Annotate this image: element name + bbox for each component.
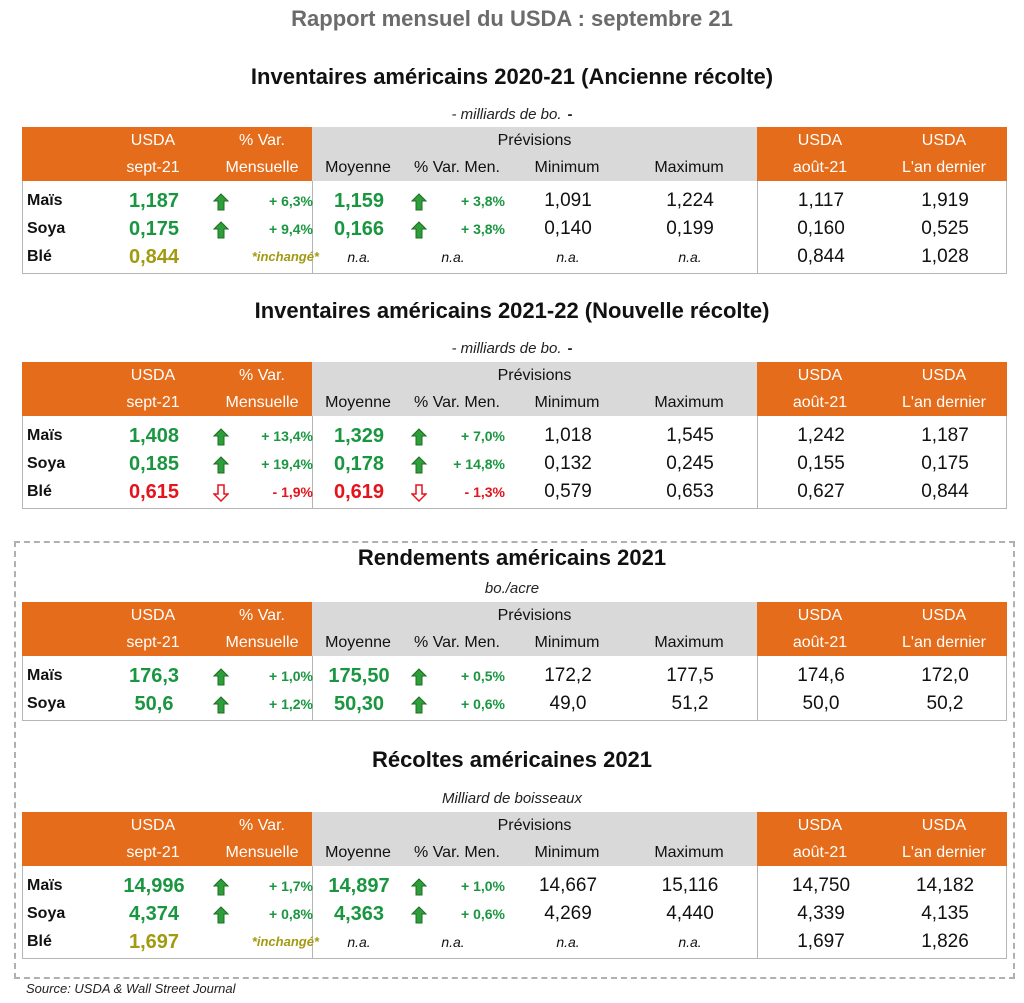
arrow-up-icon [213,221,229,239]
minimum-value: 49,0 [549,693,587,714]
usda-august-value: 1,117 [797,190,845,211]
header-usda-aout: USDA [797,132,843,149]
last-year-value: 1,187 [921,425,969,446]
header-maximum: Maximum [654,159,724,176]
header-an-dernier: L'an dernier [902,394,986,411]
table-body [22,656,1007,721]
minimum-value: n.a. [556,249,580,265]
arrow-up-icon [411,906,427,924]
header-usda-an: USDA [921,132,967,149]
section-title: Rendements américains 2021 [357,545,667,570]
unchanged-note: *inchangé* [251,934,319,949]
arrow-up-icon [411,193,427,211]
table-row [23,662,1006,690]
last-year-value: 1,028 [921,246,969,267]
usda-august-value: 1,242 [797,425,845,446]
monthly-change: - 1,9% [272,484,313,500]
arrow-down-icon [411,484,427,502]
table-header [22,127,1007,181]
table-header [22,602,1007,656]
minimum-value: 1,018 [544,425,592,446]
row-label: Blé [27,248,52,265]
average-change: + 3,8% [461,221,505,237]
header-maximum: Maximum [654,634,724,651]
arrow-up-icon [411,878,427,896]
maximum-value: 0,653 [666,481,714,502]
usda-august-value: 50,0 [802,693,840,714]
table-row [23,422,1006,450]
data-table [22,812,1007,959]
usda-value: 1,187 [128,190,180,212]
header-minimum: Minimum [534,159,600,176]
header-an-dernier: L'an dernier [902,634,986,651]
table-body [22,416,1007,509]
maximum-value: 0,245 [666,453,714,474]
minimum-value: 14,667 [538,875,598,896]
arrow-up-icon [411,456,427,474]
minimum-value: 1,091 [544,190,592,211]
header-maximum: Maximum [654,844,724,861]
average-change: + 0,5% [461,668,505,684]
usda-value: 4,374 [128,903,180,925]
usda-value: 176,3 [128,665,180,687]
section-title: Inventaires américains 2020-21 (Ancienne récolte) [250,64,774,89]
monthly-change: + 19,4% [261,456,313,472]
average-change: - 1,3% [464,484,505,500]
arrow-up-icon [213,193,229,211]
row-label: Blé [27,933,52,950]
arrow-up-icon [411,668,427,686]
data-table [22,127,1007,274]
header-usda-aout: USDA [797,607,843,624]
maximum-value: n.a. [678,249,702,265]
arrow-up-icon [213,906,229,924]
unit-text: - milliards de bo. [451,106,562,123]
table-row [23,928,1006,956]
header-minimum: Minimum [534,394,600,411]
monthly-change: + 1,7% [269,878,313,894]
monthly-change: + 1,2% [269,696,313,712]
header-sept: sept-21 [126,394,180,411]
header-var: % Var. [239,607,285,624]
table-row [23,478,1006,506]
header-var-men: % Var. Men. [414,844,500,861]
average-change: + 0,6% [461,906,505,922]
average-change: n.a. [441,249,465,265]
header-var: % Var. [239,817,285,834]
table-header [22,362,1007,416]
table-header [22,812,1007,866]
arrow-up-icon [213,428,229,446]
average-value: 0,619 [333,481,385,503]
header-usda-an: USDA [921,607,967,624]
header-sept: sept-21 [126,844,180,861]
data-table [22,602,1007,721]
last-year-value: 172,0 [921,665,969,686]
average-change: + 0,6% [461,696,505,712]
last-year-value: 1,826 [921,931,969,952]
header-aout: août-21 [792,634,848,651]
arrow-down-icon [213,484,229,502]
table-row [23,450,1006,478]
header-sept: sept-21 [126,159,180,176]
header-aout: août-21 [792,394,848,411]
maximum-value: 15,116 [661,875,719,896]
maximum-value: 177,5 [666,665,714,686]
last-year-value: 14,182 [915,875,975,896]
header-minimum: Minimum [534,844,600,861]
average-value: 0,178 [333,453,385,475]
usda-august-value: 1,697 [797,931,845,952]
usda-value: 1,697 [128,931,180,953]
header-minimum: Minimum [534,634,600,651]
header-usda: USDA [130,132,176,149]
usda-august-value: 0,844 [797,246,845,267]
usda-value: 0,844 [128,246,180,268]
average-value: 50,30 [333,693,385,715]
header-moyenne: Moyenne [325,634,391,651]
usda-value: 0,185 [128,453,180,475]
header-previsions: Prévisions [497,132,572,149]
section-title: Inventaires américains 2021-22 (Nouvelle récolte) [254,298,770,323]
table-row [23,690,1006,718]
header-mensuelle: Mensuelle [225,634,299,651]
usda-august-value: 0,160 [797,218,845,239]
monthly-change: + 6,3% [269,193,313,209]
header-var-men: % Var. Men. [414,634,500,651]
last-year-value: 50,2 [926,693,964,714]
usda-value: 1,408 [128,425,180,447]
row-label: Soya [27,905,66,922]
arrow-up-icon [213,696,229,714]
header-var-men: % Var. Men. [414,159,500,176]
table-row [23,243,1006,271]
data-table [22,362,1007,509]
arrow-up-icon [411,428,427,446]
minimum-value: 0,132 [544,453,592,474]
header-mensuelle: Mensuelle [225,394,299,411]
header-aout: août-21 [792,159,848,176]
minimum-value: 172,2 [544,665,592,686]
header-an-dernier: L'an dernier [902,844,986,861]
header-usda-aout: USDA [797,817,843,834]
average-change: n.a. [441,934,465,950]
row-label: Blé [27,483,52,500]
usda-value: 0,175 [128,218,180,240]
minimum-value: 0,579 [544,481,592,502]
header-an-dernier: L'an dernier [902,159,986,176]
usda-august-value: 14,750 [791,875,851,896]
last-year-value: 1,919 [921,190,969,211]
source-note: Source: USDA & Wall Street Journal [26,981,236,996]
usda-value: 0,615 [128,481,180,503]
header-mensuelle: Mensuelle [225,844,299,861]
header-previsions: Prévisions [497,817,572,834]
table-row [23,872,1006,900]
maximum-value: 4,440 [666,903,714,924]
usda-value: 14,996 [123,875,185,897]
usda-august-value: 0,627 [797,481,845,502]
maximum-value: 1,545 [666,425,714,446]
header-mensuelle: Mensuelle [225,159,299,176]
unit-dash: - [567,340,573,357]
maximum-value: 1,224 [666,190,714,211]
header-moyenne: Moyenne [325,394,391,411]
arrow-up-icon [411,696,427,714]
average-change: + 14,8% [453,456,505,472]
row-label: Soya [27,455,66,472]
section-title: Récoltes américaines 2021 [371,747,653,772]
header-moyenne: Moyenne [325,844,391,861]
average-value: 175,50 [328,665,390,687]
table-row [23,215,1006,243]
usda-value: 50,6 [134,693,174,715]
header-sept: sept-21 [126,634,180,651]
header-usda: USDA [130,817,176,834]
minimum-value: 0,140 [544,218,592,239]
header-usda-an: USDA [921,817,967,834]
table-row [23,900,1006,928]
row-label: Maïs [27,427,63,444]
header-moyenne: Moyenne [325,159,391,176]
average-change: + 1,0% [461,878,505,894]
row-label: Maïs [27,192,63,209]
arrow-up-icon [411,221,427,239]
header-var-men: % Var. Men. [414,394,500,411]
usda-august-value: 0,155 [797,453,845,474]
monthly-change: + 13,4% [261,428,313,444]
table-body [22,181,1007,274]
monthly-change: + 1,0% [269,668,313,684]
average-value: 1,159 [333,190,385,212]
unit-label: Milliard de boisseaux [441,790,583,807]
row-label: Maïs [27,667,63,684]
usda-august-value: 174,6 [797,665,845,686]
row-label: Soya [27,220,66,237]
average-change: + 7,0% [461,428,505,444]
header-usda-an: USDA [921,367,967,384]
header-var: % Var. [239,367,285,384]
last-year-value: 0,844 [921,481,969,502]
unit-label: bo./acre [484,580,540,597]
last-year-value: 0,525 [921,218,969,239]
unit-label [0,340,1024,357]
header-var: % Var. [239,132,285,149]
unit-label [0,106,1024,123]
unit-text: - milliards de bo. [451,340,562,357]
average-value: 14,897 [328,875,390,897]
average-value: 0,166 [333,218,385,240]
average-value: 1,329 [333,425,385,447]
arrow-up-icon [213,456,229,474]
header-aout: août-21 [792,844,848,861]
average-value: n.a. [347,934,371,950]
row-label: Soya [27,695,66,712]
arrow-up-icon [213,668,229,686]
average-change: + 3,8% [461,193,505,209]
maximum-value: 51,2 [671,693,709,714]
arrow-up-icon [213,878,229,896]
row-label: Maïs [27,877,63,894]
header-usda: USDA [130,367,176,384]
minimum-value: 4,269 [544,903,592,924]
maximum-value: n.a. [678,934,702,950]
usda-august-value: 4,339 [797,903,845,924]
header-previsions: Prévisions [497,367,572,384]
maximum-value: 0,199 [666,218,714,239]
table-body [22,866,1007,959]
header-previsions: Prévisions [497,607,572,624]
header-usda-aout: USDA [797,367,843,384]
header-maximum: Maximum [654,394,724,411]
page-title: Rapport mensuel du USDA : septembre 21 [291,6,733,31]
monthly-change: + 9,4% [269,221,313,237]
unit-dash: - [567,106,573,123]
minimum-value: n.a. [556,934,580,950]
header-usda: USDA [130,607,176,624]
average-value: n.a. [347,249,371,265]
unchanged-note: *inchangé* [251,249,319,264]
average-value: 4,363 [333,903,385,925]
table-row [23,187,1006,215]
monthly-change: + 0,8% [269,906,313,922]
last-year-value: 0,175 [921,453,969,474]
last-year-value: 4,135 [921,903,969,924]
